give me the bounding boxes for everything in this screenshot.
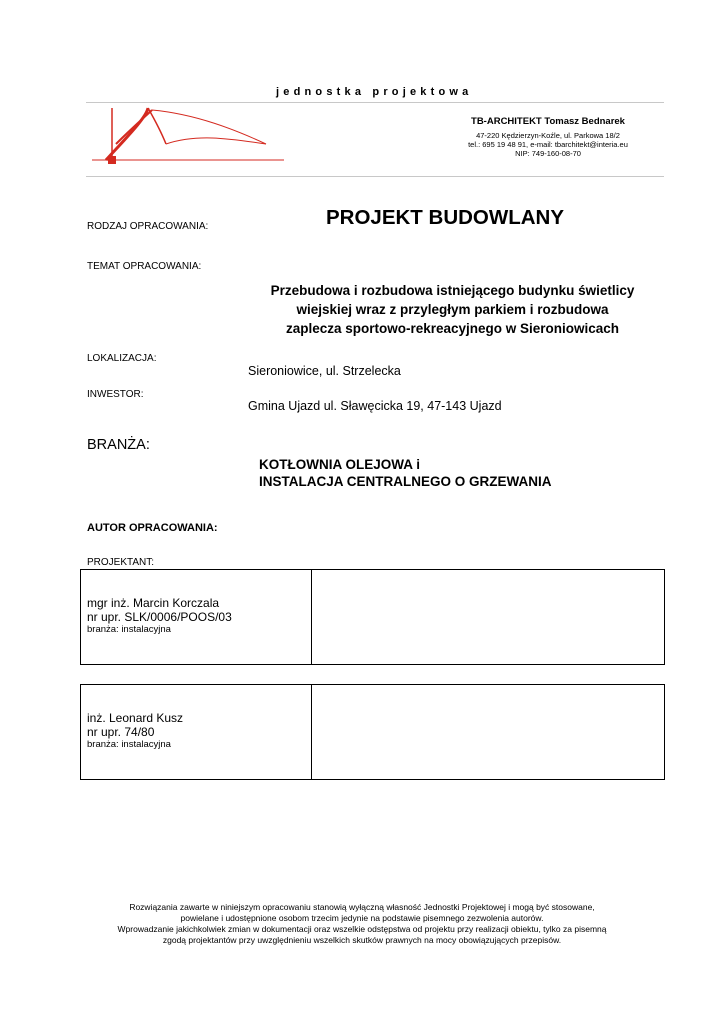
branch-line: KOTŁOWNIA OLEJOWA i bbox=[259, 457, 420, 472]
company-nip: NIP: 749-160-08-70 bbox=[515, 149, 581, 158]
topic-text bbox=[240, 281, 665, 338]
designer-box-2 bbox=[80, 684, 665, 780]
header-top-rule bbox=[86, 102, 664, 103]
designer-license: nr upr. 74/80 bbox=[87, 725, 155, 739]
designer-branch: branża: instalacyjna bbox=[87, 624, 171, 635]
footer-line: Wprowadzanie jakichkolwiek zmian w dokumentacji oraz wszelkie odstępstwa od projektu przy realizacji obiektu, tylko za pisemną bbox=[117, 924, 607, 934]
footer-line: zgodą projektantów przy uwzględnieniu wszelkich skutków prawnych na mocy obowiązujących przepisów. bbox=[162, 935, 562, 945]
investor-label: INWESTOR: bbox=[87, 389, 144, 400]
footer-line: powielane i udostępnione osobom trzecim jedynie na podstawie pisemnego zezwolenia autorów. bbox=[180, 913, 544, 923]
designer-info-cell bbox=[81, 570, 312, 664]
designer-box-1 bbox=[80, 569, 665, 665]
designer-info bbox=[87, 711, 183, 750]
topic-line: zaplecza sportowo-rekreacyjnego w Sieroniowicach bbox=[285, 321, 620, 336]
investor-value: Gmina Ujazd ul. Sławęcicka 19, 47-143 Ujazd bbox=[248, 399, 502, 413]
designer-info-cell bbox=[81, 685, 312, 779]
signature-cell bbox=[312, 570, 664, 664]
location-label: LOKALIZACJA: bbox=[87, 353, 157, 364]
header-bottom-rule bbox=[86, 176, 664, 177]
designer-license: nr upr. SLK/0006/POOS/03 bbox=[87, 610, 232, 624]
footer-line: Rozwiązania zawarte w niniejszym opracowaniu stanowią wyłączną własność Jednostki Projektowej i mogą być stosowane, bbox=[129, 902, 595, 912]
branch-value bbox=[259, 457, 552, 490]
designer-label: PROJEKTANT: bbox=[87, 557, 155, 568]
architect-logo bbox=[86, 104, 286, 172]
company-contact: tel.: 695 19 48 91, e-mail: tbarchitekt@interia.eu bbox=[468, 140, 628, 149]
branch-line: INSTALACJA CENTRALNEGO O GRZEWANIA bbox=[259, 473, 552, 489]
designer-name: inż. Leonard Kusz bbox=[87, 711, 184, 725]
topic-line: wiejskiej wraz z przyległym parkiem i rozbudowa bbox=[296, 302, 609, 317]
design-unit-label: jednostka projektowa bbox=[276, 86, 473, 98]
designer-branch: branża: instalacyjna bbox=[87, 739, 171, 750]
author-label: AUTOR OPRACOWANIA: bbox=[87, 522, 218, 534]
company-name: TB-ARCHITEKT Tomasz Bednarek bbox=[471, 116, 625, 127]
company-address: 47-220 Kędzierzyn-Koźle, ul. Parkowa 18/2 bbox=[476, 131, 620, 140]
copyright-notice bbox=[60, 902, 664, 946]
designer-info bbox=[87, 596, 232, 635]
topic-label: TEMAT OPRACOWANIA: bbox=[87, 261, 202, 272]
branch-label: BRANŻA: bbox=[87, 437, 150, 453]
location-value: Sieroniowice, ul. Strzelecka bbox=[248, 364, 401, 378]
type-label: RODZAJ OPRACOWANIA: bbox=[87, 221, 209, 232]
designer-name: mgr inż. Marcin Korczala bbox=[87, 596, 220, 610]
topic-line: Przebudowa i rozbudowa istniejącego budynku świetlicy bbox=[270, 283, 635, 298]
signature-cell bbox=[312, 685, 664, 779]
company-info bbox=[440, 116, 656, 158]
document-title: PROJEKT BUDOWLANY bbox=[326, 206, 565, 229]
